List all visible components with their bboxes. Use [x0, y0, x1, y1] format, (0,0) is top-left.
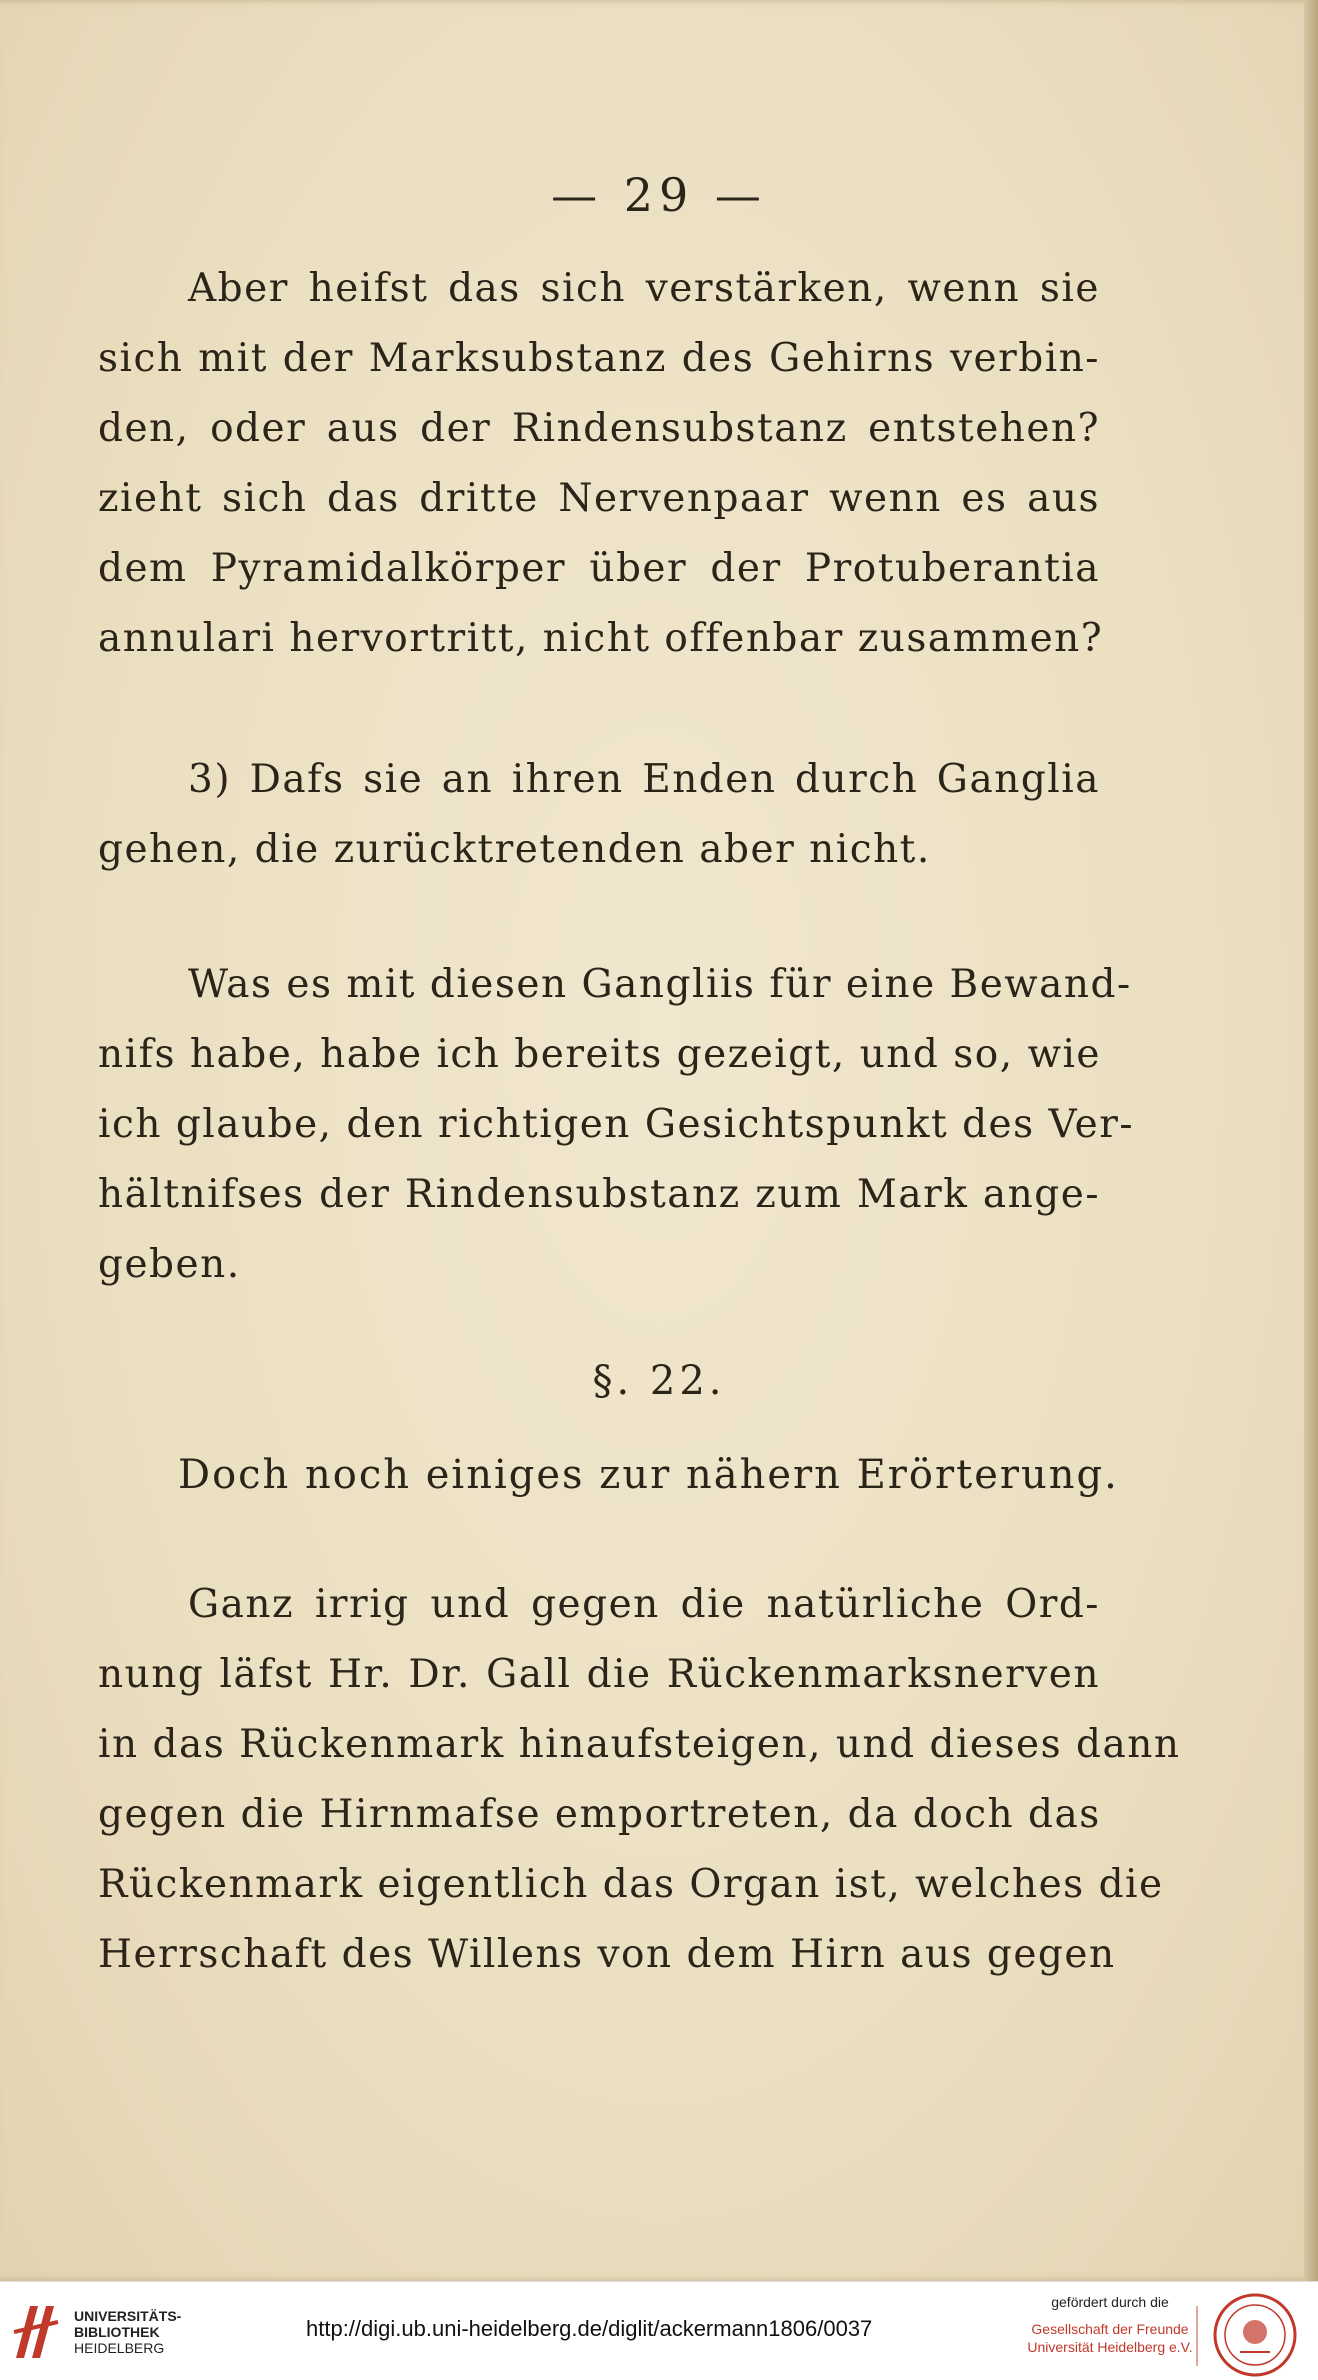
library-name-line: UNIVERSITÄTS-	[74, 2308, 182, 2324]
text-line: nung läfst Hr. Dr. Gall die Rückenmarksnerven	[98, 1652, 1100, 1697]
text-line: Ganz irrig und gegen die natürliche Ord-	[188, 1582, 1100, 1627]
page-number: — 29 —	[551, 168, 767, 222]
text-line: ich glaube, den richtigen Gesichtspunkt des Ver-	[98, 1102, 1135, 1147]
text-line: Aber heifst das sich verstärken, wenn sie	[188, 266, 1100, 311]
library-name-line: HEIDELBERG	[74, 2340, 165, 2356]
paragraph-4	[98, 1570, 1181, 1990]
text-line: annulari hervortritt, nicht offenbar zusammen?	[98, 616, 1104, 661]
sponsor-org: Gesellschaft der Freunde	[1031, 2321, 1189, 2337]
viewer-footer	[0, 2281, 1318, 2380]
text-line: dem Pyramidalkörper über der Protuberantia	[98, 546, 1100, 591]
section-heading: Doch noch einiges zur nähern Erörterung.	[178, 1452, 1119, 1498]
sponsor-block	[1020, 2294, 1200, 2356]
text-line: gegen die Hirnmafse emportreten, da doch das	[98, 1792, 1101, 1837]
paragraph-2	[98, 745, 1100, 885]
paragraph-3	[98, 950, 1135, 1300]
text-line: gehen, die zurücktretenden aber nicht.	[98, 827, 931, 872]
text-line: in das Rückenmark hinaufsteigen, und dieses dann	[98, 1722, 1181, 1767]
text-line: 3) Dafs sie an ihren Enden durch Ganglia	[188, 757, 1100, 802]
text-line: Rückenmark eigentlich das Organ ist, welches die	[98, 1862, 1164, 1907]
text-line: nifs habe, habe ich bereits gezeigt, und so, wie	[98, 1032, 1102, 1077]
paragraph-1	[98, 254, 1104, 674]
text-line: den, oder aus der Rindensubstanz entstehen?	[98, 406, 1100, 451]
divider	[1196, 2306, 1198, 2366]
text-line: sich mit der Marksubstanz des Gehirns verbin-	[98, 336, 1100, 381]
text-line: hältnifses der Rindensubstanz zum Mark ange-	[98, 1172, 1100, 1217]
university-library-logo-icon	[12, 2298, 60, 2364]
text-line: Was es mit diesen Gangliis für eine Bewand-	[188, 962, 1132, 1007]
library-name-line: BIBLIOTHEK	[74, 2324, 160, 2340]
sponsor-org: Universität Heidelberg e.V.	[1027, 2339, 1193, 2355]
library-name	[74, 2308, 181, 2356]
sponsor-lead: gefördert durch die	[1051, 2294, 1169, 2310]
text-line: geben.	[98, 1242, 241, 1287]
text-line: zieht sich das dritte Nervenpaar wenn es aus	[98, 476, 1100, 521]
section-number: §. 22.	[592, 1358, 726, 1404]
university-seal-icon	[1212, 2292, 1298, 2378]
text-line: Herrschaft des Willens von dem Hirn aus gegen	[98, 1932, 1116, 1977]
permalink-url[interactable]: http://digi.ub.uni-heidelberg.de/diglit/ackermann1806/0037	[306, 2316, 873, 2341]
page-edge	[1304, 0, 1318, 2281]
